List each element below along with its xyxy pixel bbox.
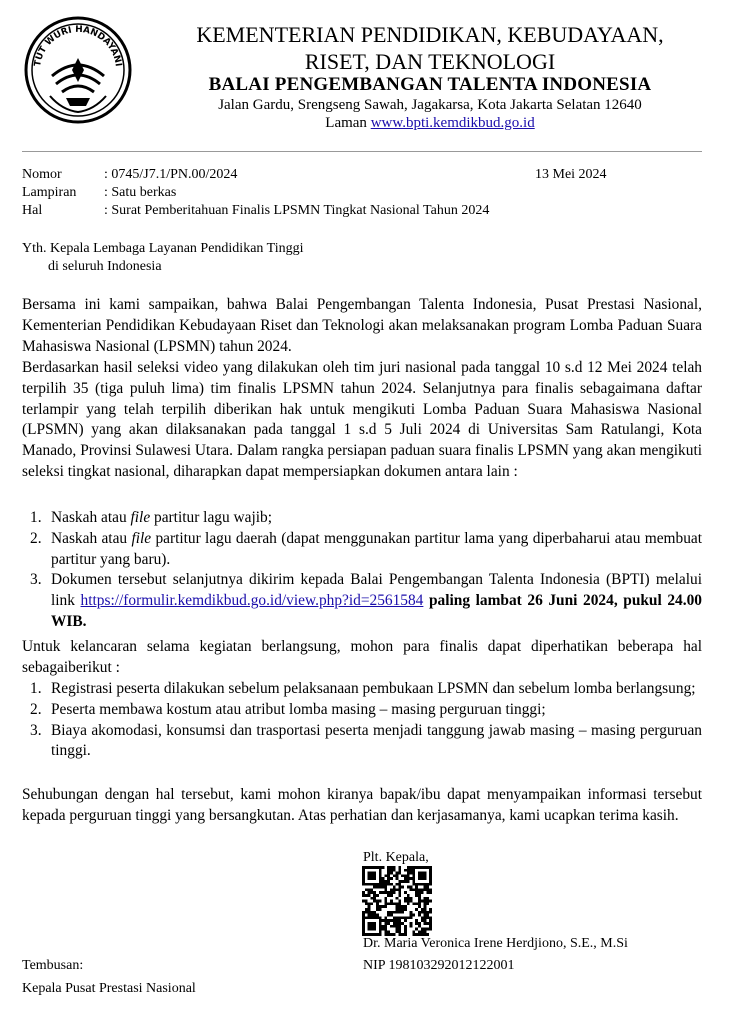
submission-form-link[interactable]: https://formulir.kemdikbud.go.id/view.php?id=2561584 xyxy=(80,592,424,610)
body-paragraph-2: Berdasarkan hasil seleksi video yang dilakukan oleh tim juri nasional pada tanggal 10 s.d 12 Mei 2024 telah terpilih 35 (tiga puluh lima) tim finalis LPSMN tahun 2024. Selanjutnya para finalis sebagaimana daftar terlampir yang telah terpilih diberikan hak untuk mengikuti Lomba Paduan Suara Mahasiswa Nasional (LPSMN) yang akan dilaksanakan pada tanggal 1 s.d 5 Juli 2024 di Universitas Sam Ratulangi, Kota Manado, Provinsi Sulawesi Utara. Dalam rangka persiapan paduan suara finalis LPSMN yang akan mengikuti seleksi tingkat nasional, diharapkan dapat mempersiapkan dokumen antara lain : xyxy=(22,359,702,480)
document-item: 2. Naskah atau file partitur lagu daerah (dapat menggunakan partitur lama yang diperbaharui atau membuat partitur yang baru). xyxy=(30,529,702,568)
hal-value: : Surat Pemberitahuan Finalis LPSMN Tingkat Nasional Tahun 2024 xyxy=(104,203,490,218)
nomor-label: Nomor xyxy=(22,167,62,182)
letterhead-divider xyxy=(22,151,702,152)
ministry-name-line1: KEMENTERIAN PENDIDIKAN, KEBUDAYAAN, xyxy=(196,22,664,47)
website-line xyxy=(160,114,700,132)
signatory-title: Plt. Kepala, xyxy=(363,850,429,865)
hal-label: Hal xyxy=(22,203,43,218)
website-label: Laman xyxy=(325,115,367,131)
body-paragraph-1: Bersama ini kami sampaikan, bahwa Balai Pengembangan Talenta Indonesia, Pusat Prestasi Nasional, Kementerian Pendidikan Kebudayaan Riset dan Teknologi akan melaksanakan program Lomba Paduan Suara Mahasiswa Nasional (LPSMN) tahun 2024. xyxy=(22,296,702,355)
body-paragraph-3: Untuk kelancaran selama kegiatan berlangsung, mohon para finalis dapat diperhatikan beberapa hal sebagaiberikut : xyxy=(22,638,702,676)
cc-label: Tembusan: xyxy=(22,958,84,973)
document-item: 3. Dokumen tersebut selanjutnya dikirim kepada Balai Pengembangan Talenta Indonesia (BPTI) melalui link https://formulir.kemdikbud.go.id/view.php?id=2561584 paling lambat 26 Juni 2024, pukul 24.00 WIB. xyxy=(30,571,702,630)
document-item: 1. Naskah atau file partitur lagu wajib; xyxy=(30,509,272,526)
signatory-name: Dr. Maria Veronica Irene Herdjiono, S.E., M.Si xyxy=(363,936,628,951)
rules-list xyxy=(22,679,702,762)
tut-wuri-handayani-logo xyxy=(22,14,134,126)
rule-item: 2. Peserta membawa kostum atau atribut lomba masing – masing perguruan tinggi; xyxy=(30,700,546,718)
agency-address: Jalan Gardu, Srengseng Sawah, Jagakarsa, Kota Jakarta Selatan 12640 xyxy=(218,97,642,113)
ministry-name-line2: RISET, DAN TEKNOLOGI xyxy=(304,49,556,74)
recipient-line1: Yth. Kepala Lembaga Layanan Pendidikan Tinggi xyxy=(22,241,304,256)
agency-name: BALAI PENGEMBANGAN TALENTA INDONESIA xyxy=(208,74,652,95)
lampiran-label: Lampiran xyxy=(22,185,77,200)
document-list xyxy=(22,508,702,633)
letter-date: 13 Mei 2024 xyxy=(535,167,607,182)
cc-recipient: Kepala Pusat Prestasi Nasional xyxy=(22,981,196,996)
deadline-text: paling lambat 26 Juni 2024, pukul 24.00 WIB. xyxy=(51,592,702,630)
signature-qr-code xyxy=(362,866,432,936)
rule-item: 1. Registrasi peserta dilakukan sebelum pelaksanaan pembukaan LPSMN dan sebelum lomba berlangsung; xyxy=(30,680,696,697)
signatory-nip: NIP 198103292012122001 xyxy=(363,958,515,973)
lampiran-value: : Satu berkas xyxy=(104,185,177,200)
website-link[interactable]: www.bpti.kemdikbud.go.id xyxy=(370,115,535,131)
recipient-line2: di seluruh Indonesia xyxy=(48,259,162,274)
body-paragraph-4: Sehubungan dengan hal tersebut, kami mohon kiranya bapak/ibu dapat menyampaikan informasi tersebut kepada perguruan tinggi yang bersangkutan. Atas perhatian dan kerjasamanya, kami ucapkan terima kasih. xyxy=(22,786,702,824)
logo-motto: TUT WURI HANDAYANI xyxy=(33,24,123,68)
nomor-value: : 0745/J7.1/PN.00/2024 xyxy=(104,167,238,182)
rule-item: 3. Biaya akomodasi, konsumsi dan trasportasi peserta menjadi tanggung jawab masing – masing perguruan tinggi. xyxy=(30,721,702,760)
